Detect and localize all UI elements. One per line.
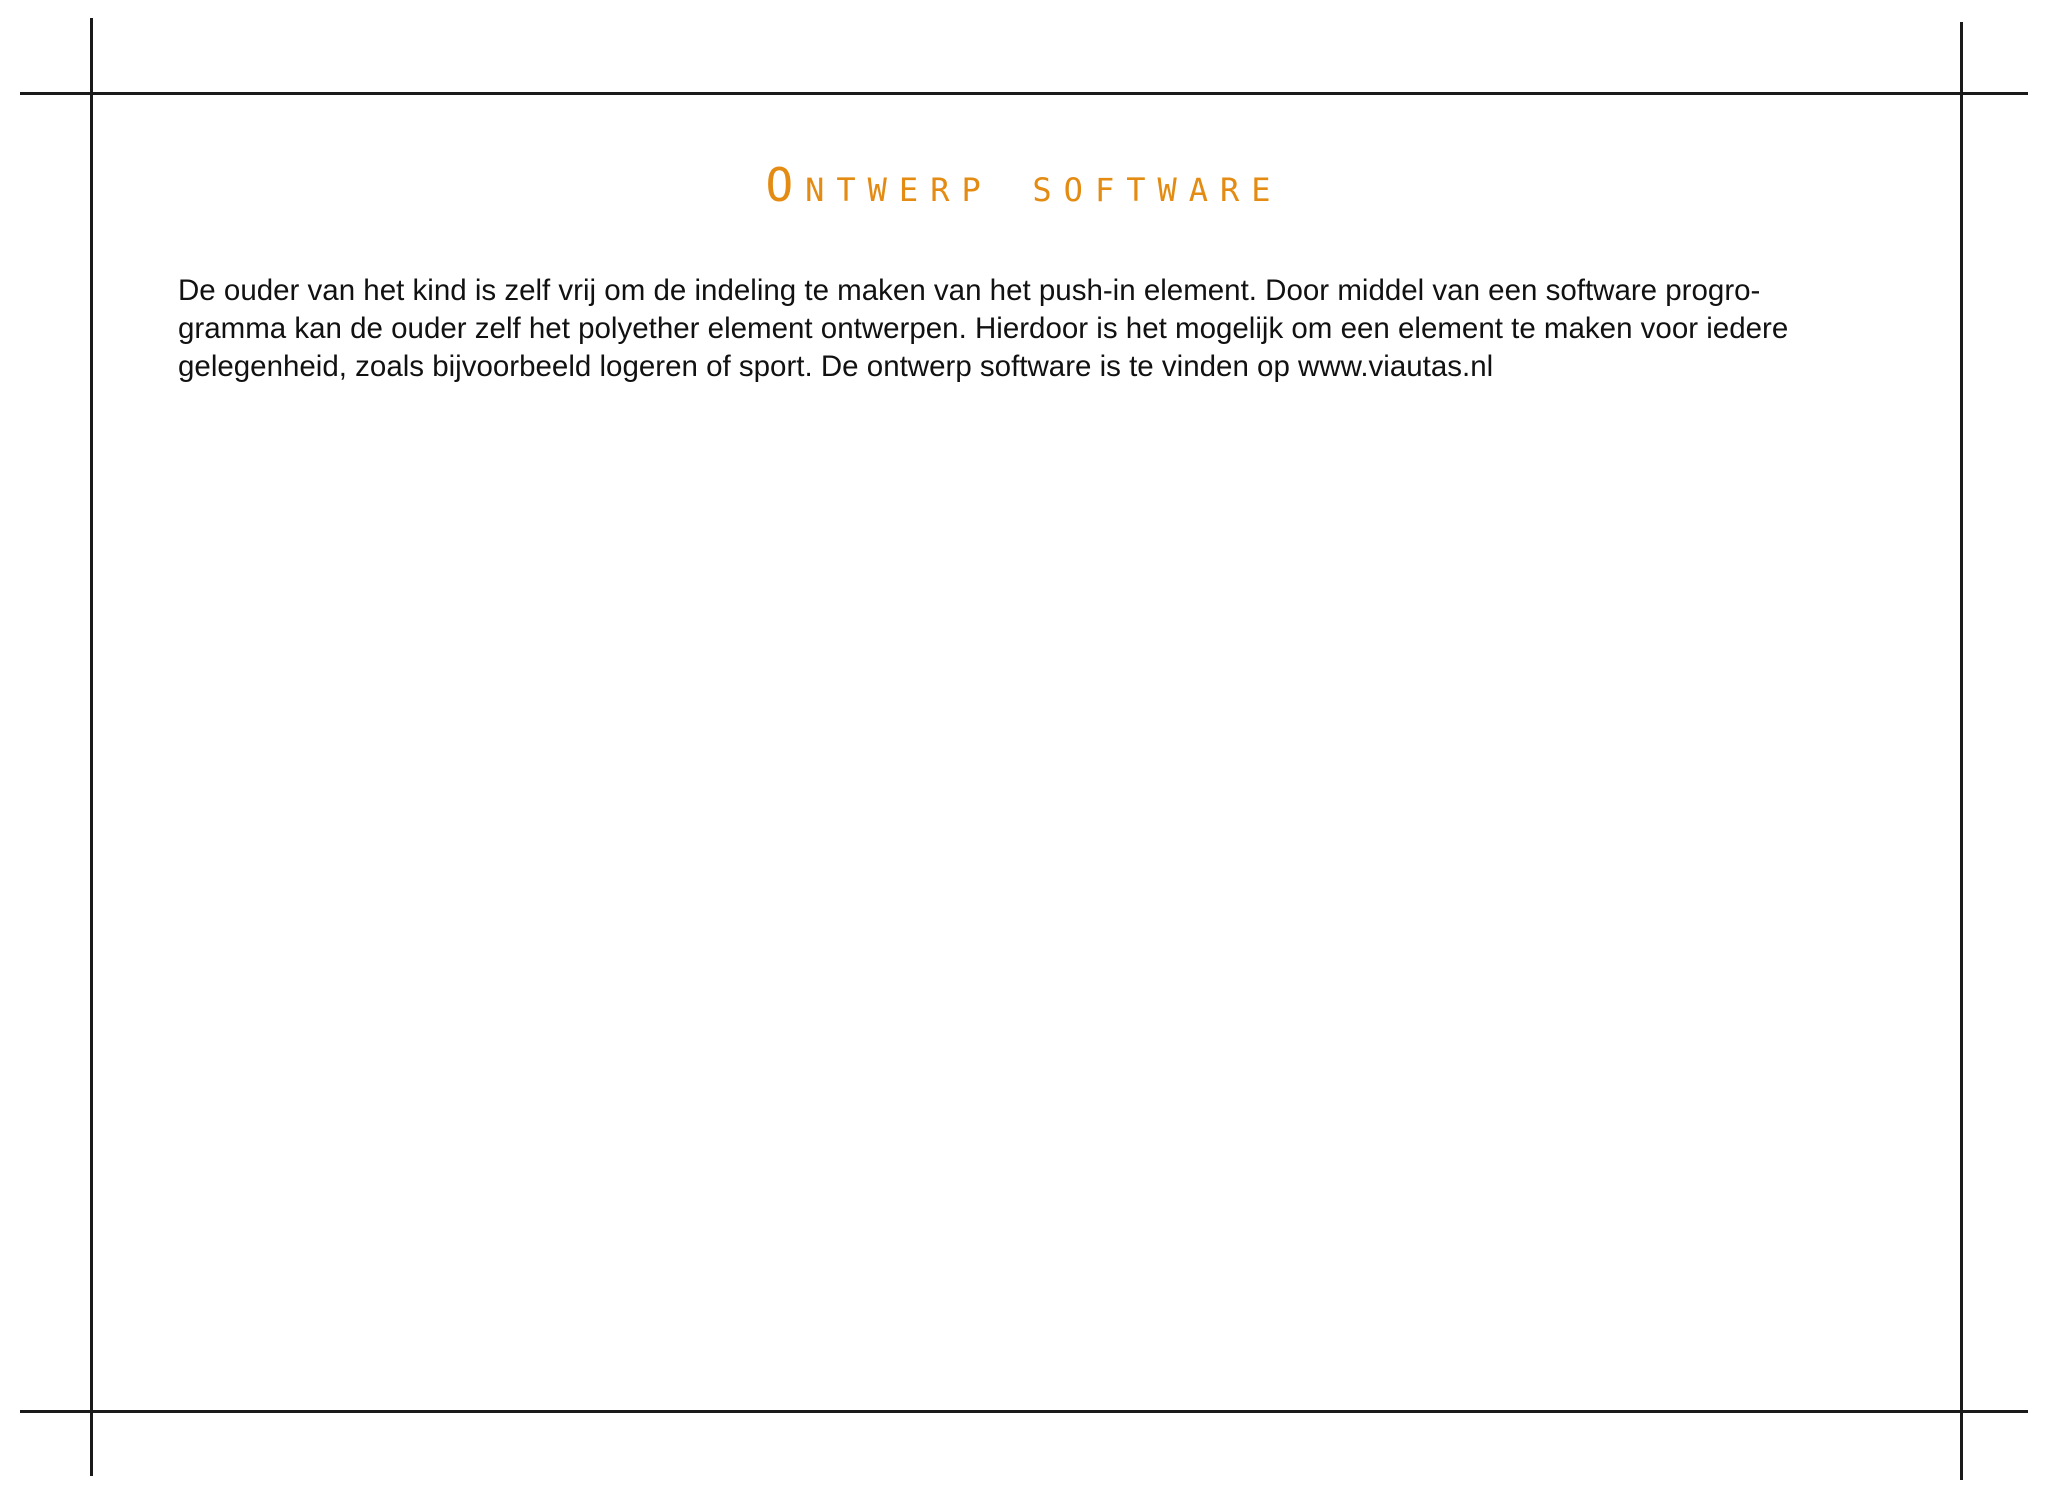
body-paragraph: [178, 272, 1878, 386]
bottom-trim-line: [20, 1410, 2028, 1413]
top-trim-line: [20, 92, 2028, 95]
right-trim-line: [1960, 22, 1963, 1480]
left-trim-line: [90, 18, 93, 1476]
body-line-1: De ouder van het kind is zelf vrij om de indeling te maken van het push-in element. Door middel van een software progro-: [178, 274, 1761, 307]
page-title: Ontwerp software: [765, 158, 1283, 212]
body-line-3: gelegenheid, zoals bijvoorbeeld logeren of sport. De ontwerp software is te vinden op www.viautas.nl: [178, 350, 1494, 383]
body-line-2: gramma kan de ouder zelf het polyether element ontwerpen. Hierdoor is het mogelijk om een element te maken voor iedere: [178, 312, 1789, 345]
